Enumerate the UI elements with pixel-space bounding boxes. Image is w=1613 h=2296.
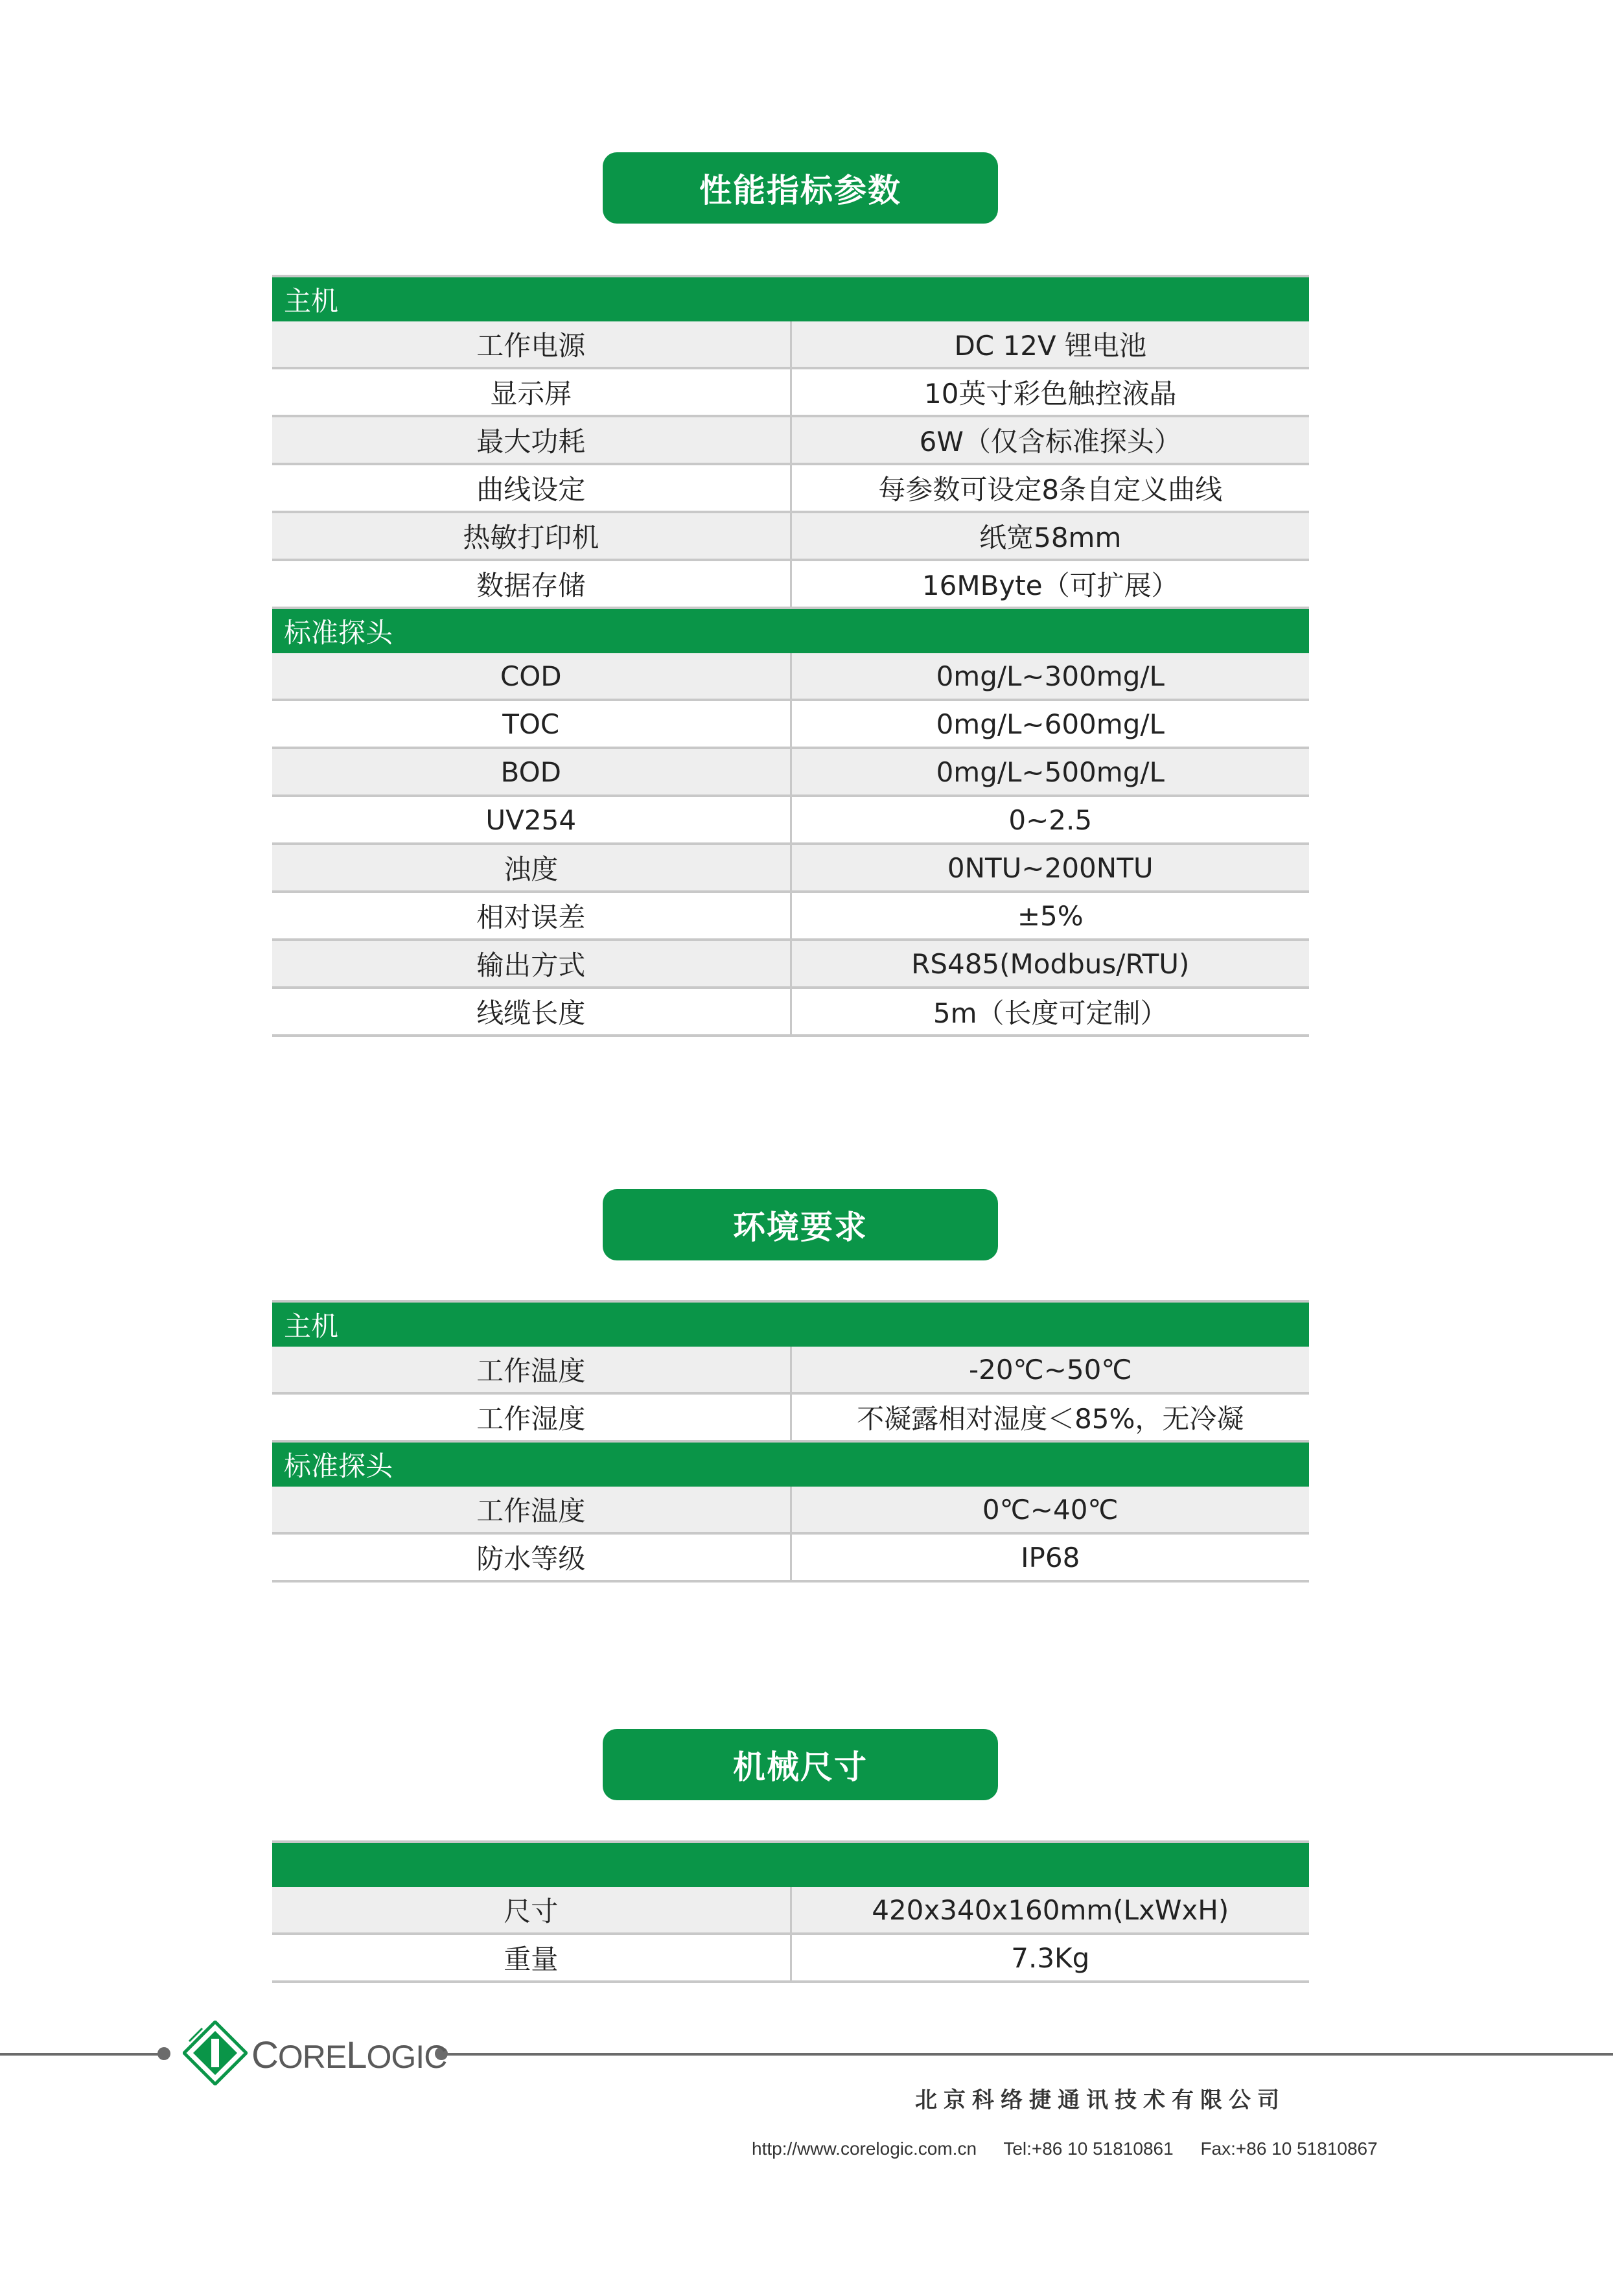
group-header-host	[272, 1301, 1309, 1347]
param-value: 0mg/L~500mg/L	[791, 748, 1309, 796]
param-value: DC 12V 锂电池	[791, 321, 1309, 368]
logo-wordmark: CORELOGIC	[251, 2034, 447, 2076]
param-name: 防水等级	[272, 1533, 791, 1581]
param-name: 线缆长度	[272, 988, 791, 1036]
param-value: 纸宽58mm	[791, 512, 1309, 560]
group-label: 主机	[272, 276, 1309, 321]
company-name: 北京科络捷通讯技术有限公司	[915, 2087, 1286, 2113]
param-value: RS485(Modbus/RTU)	[791, 940, 1309, 988]
group-label: 主机	[272, 1301, 1309, 1347]
table-row	[272, 988, 1309, 1036]
param-name: 尺寸	[272, 1887, 791, 1934]
performance-spec-table	[272, 275, 1309, 1037]
table-row	[272, 368, 1309, 416]
environment-spec-table	[272, 1300, 1309, 1583]
group-header-probe	[272, 1441, 1309, 1487]
param-name: COD	[272, 653, 791, 700]
param-value: 不凝露相对湿度＜85%，无冷凝	[791, 1393, 1309, 1441]
param-name: 工作电源	[272, 321, 791, 368]
param-name: 输出方式	[272, 940, 791, 988]
tel-number: Tel:+86 10 51810861	[1003, 2139, 1174, 2159]
section-title-performance: 性能指标参数	[603, 152, 998, 224]
table-row	[272, 1393, 1309, 1441]
param-name: 曲线设定	[272, 464, 791, 512]
table-row	[272, 1887, 1309, 1934]
param-value: 0mg/L~600mg/L	[791, 700, 1309, 748]
param-value: 0℃~40℃	[791, 1487, 1309, 1533]
param-value: 5m（长度可定制）	[791, 988, 1309, 1036]
corelogic-diamond-icon	[183, 2021, 248, 2085]
param-name: 浊度	[272, 844, 791, 892]
param-value: IP68	[791, 1533, 1309, 1581]
param-name: 最大功耗	[272, 416, 791, 464]
table-row	[272, 1347, 1309, 1393]
param-name: 数据存储	[272, 560, 791, 608]
group-header-host	[272, 276, 1309, 321]
param-value: 7.3Kg	[791, 1934, 1309, 1982]
param-name: BOD	[272, 748, 791, 796]
param-value: 0~2.5	[791, 796, 1309, 844]
table-row	[272, 416, 1309, 464]
table-row	[272, 1533, 1309, 1581]
table-row	[272, 1934, 1309, 1982]
param-value: 420x340x160mm(LxWxH)	[791, 1887, 1309, 1934]
param-name: 工作温度	[272, 1347, 791, 1393]
param-name: 热敏打印机	[272, 512, 791, 560]
param-name: TOC	[272, 700, 791, 748]
fax-number: Fax:+86 10 51810867	[1200, 2139, 1378, 2159]
param-value: 6W（仅含标准探头）	[791, 416, 1309, 464]
table-row	[272, 321, 1309, 368]
table-row	[272, 560, 1309, 608]
table-row	[272, 748, 1309, 796]
group-header-blank	[272, 1842, 1309, 1887]
table-row	[272, 1487, 1309, 1533]
table-row	[272, 512, 1309, 560]
param-value: -20℃~50℃	[791, 1347, 1309, 1393]
table-row	[272, 844, 1309, 892]
param-value: 0mg/L~300mg/L	[791, 653, 1309, 700]
param-value: ±5%	[791, 892, 1309, 940]
param-name: 工作温度	[272, 1487, 791, 1533]
footer-divider-dot	[157, 2047, 170, 2060]
param-value: 16MByte（可扩展）	[791, 560, 1309, 608]
group-label: 标准探头	[272, 608, 1309, 653]
footer-divider-right	[441, 2053, 1613, 2056]
contact-line	[752, 2139, 1400, 2159]
section-title-environment: 环境要求	[603, 1189, 998, 1260]
param-name: 显示屏	[272, 368, 791, 416]
param-name: UV254	[272, 796, 791, 844]
param-value: 10英寸彩色触控液晶	[791, 368, 1309, 416]
table-row	[272, 796, 1309, 844]
website-link[interactable]: http://www.corelogic.com.cn	[752, 2139, 977, 2159]
param-name: 工作湿度	[272, 1393, 791, 1441]
footer-divider-left	[0, 2053, 162, 2056]
table-row	[272, 653, 1309, 700]
section-title-dimensions: 机械尺寸	[603, 1729, 998, 1800]
param-value: 每参数可设定8条自定义曲线	[791, 464, 1309, 512]
table-row	[272, 700, 1309, 748]
table-row	[272, 940, 1309, 988]
group-label: 标准探头	[272, 1441, 1309, 1487]
group-header-probe	[272, 608, 1309, 653]
param-value: 0NTU~200NTU	[791, 844, 1309, 892]
table-row	[272, 892, 1309, 940]
table-row	[272, 464, 1309, 512]
param-name: 相对误差	[272, 892, 791, 940]
group-label	[272, 1842, 1309, 1887]
param-name: 重量	[272, 1934, 791, 1982]
dimensions-spec-table	[272, 1840, 1309, 1983]
